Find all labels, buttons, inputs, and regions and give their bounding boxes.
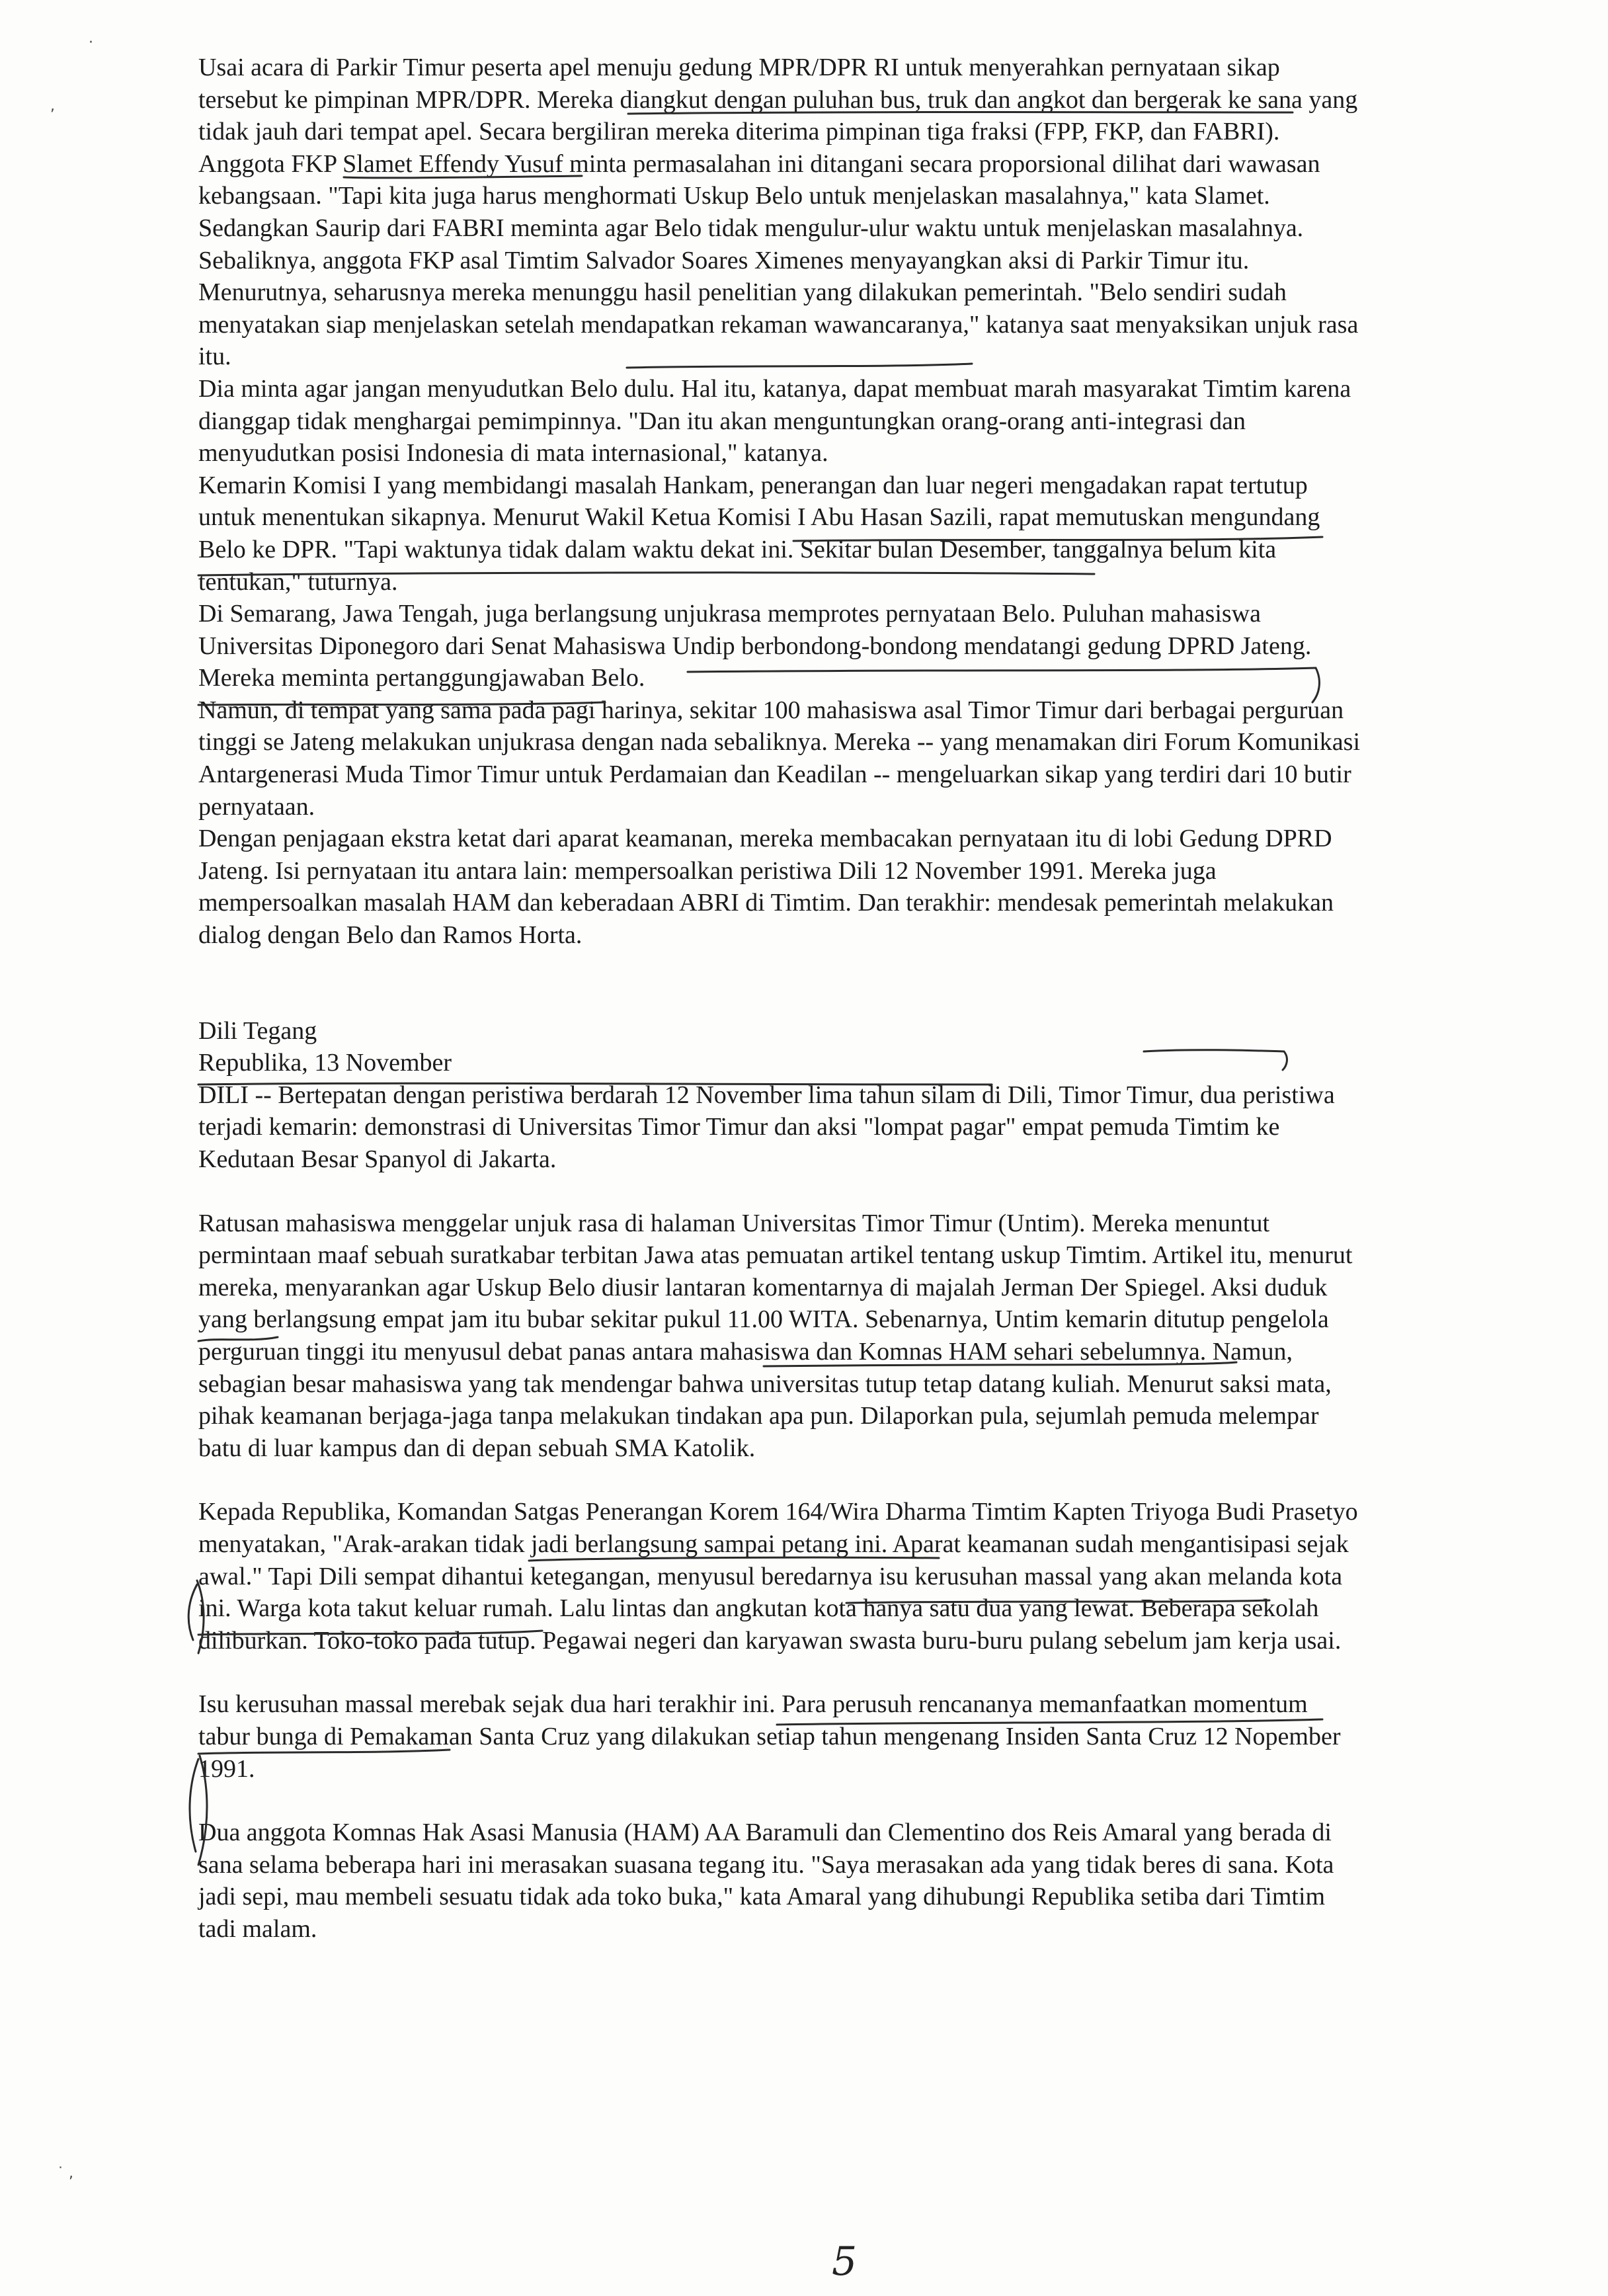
body-paragraph: Anggota FKP Slamet Effendy Yusuf minta permasalahan ini ditangani secara proporsional dilihat dari wawasan kebangsaan. "Tapi kita juga harus menghormati Uskup Belo untuk menjelaskan masalahnya," kata Slamet. — [198, 149, 1320, 210]
underline-mark — [793, 537, 1322, 541]
margin-bracket — [190, 1756, 207, 1865]
scan-speck: · — [89, 34, 93, 51]
scan-speck: , — [50, 98, 55, 114]
underline-mark — [688, 668, 1319, 702]
body-paragraph: Dia minta agar jangan menyudutkan Belo dulu. Hal itu, katanya, dapat membuat marah masyarakat Timtim karena dianggap tidak menghargai pemimpinnya. "Dan itu akan menguntungkan orang-orang anti-integrasi dan menyudutkan posisi Indonesia di mata internasional," katanya. — [198, 374, 1351, 468]
body-paragraph: Kemarin Komisi I yang membidangi masalah Hankam, penerangan dan luar negeri mengadakan rapat tertutup untuk menentukan sikapnya. Menurut Wakil Ketua Komisi I Abu Hasan Sazili, rapat memutuskan mengundang Belo ke DPR. "Tapi waktunya tidak dalam waktu dekat ini. Sekitar bulan Desember, tanggalnya belum kita tentukan," tuturnya. — [198, 471, 1320, 596]
underline-mark — [198, 1337, 278, 1341]
body-paragraph: Dua anggota Komnas Hak Asasi Manusia (HAM) AA Baramuli dan Clementino dos Reis Amaral yang berada di sana selama beberapa hari ini merasakan suasana tegang itu. "Saya merasakan ada yang tidak beres di sana. Kota jadi sepi, mau membeli sesuatu tidak ada toko buka," kata Amaral yang dihubungi Republika setiba dari Timtim tadi malam. — [198, 1819, 1334, 1943]
body-paragraph: Namun, di tempat yang sama pada pagi harinya, sekitar 100 mahasiswa asal Timor Timur dari berbagai perguruan tinggi se Jateng melakukan unjukrasa dengan nada sebaliknya. Mereka -- yang menamakan diri Forum Komunikasi Antargenerasi Muda Timor Timur untuk Perdamaian dan Keadilan -- mengeluarkan sikap yang terdiri dari 10 butir pernyataan. — [198, 696, 1360, 821]
body-paragraph: Di Semarang, Jawa Tengah, juga berlangsung unjukrasa memprotes pernyataan Belo. Puluhan mahasiswa Universitas Diponegoro dari Senat Mahasiswa Undip berbondong-bondong mendatangi gedung DPRD Jateng. Mereka meminta pertanggungjawaban Belo. — [198, 600, 1312, 692]
underline-mark — [198, 702, 605, 705]
body-paragraph: Sedangkan Saurip dari FABRI meminta agar Belo tidak mengulur-ulur waktu untuk menjelaskan masalahnya. — [198, 214, 1304, 242]
underline-mark — [198, 573, 1094, 575]
underline-mark — [1144, 1050, 1287, 1070]
underline-mark — [529, 1557, 939, 1561]
body-paragraph: Kepada Republika, Komandan Satgas Penerangan Korem 164/Wira Dharma Timtim Kapten Triyoga Budi Prasetyo menyatakan, "Arak-arakan tidak jadi berlangsung sampai petang ini. Aparat keamanan sudah mengantisipasi sejak awal." Tapi Dili sempat dihantui ketegangan, menyusul beredarnya isu kerusuhan massal yang akan melanda kota ini. Warga kota takut keluar rumah. Lalu lintas dan angkutan kota hanya satu dua yang lewat. Beberapa sekolah diliburkan. Toko-toko pada tutup. Pegawai negeri dan karyawan swasta buru-buru pulang sebelum jam kerja usai. — [198, 1498, 1358, 1655]
article-title: Dili Tegang — [198, 1016, 317, 1045]
underline-mark — [846, 1600, 1269, 1603]
body-paragraph: Usai acara di Parkir Timur peserta apel menuju gedung MPR/DPR RI untuk menyerahkan pernyataan sikap tersebut ke pimpinan MPR/DPR. Mereka diangkut dengan puluhan bus, truk dan angkot dan bergerak ke sana yang tidak jauh dari tempat apel. Secara bergiliran mereka diterima pimpinan tiga fraksi (FPP, FKP, dan FABRI). — [198, 54, 1358, 146]
margin-bracket — [188, 1580, 204, 1653]
underline-mark — [777, 1719, 1322, 1725]
body-paragraph: Ratusan mahasiswa menggelar unjuk rasa di halaman Universitas Timor Timur (Untim). Mereka menuntut permintaan maaf sebuah suratkabar terbitan Jawa atas pemuatan artikel tentang uskup Timtim. Artikel itu, menurut mereka, menyarankan agar Uskup Belo diusir lantaran komentarnya di majalah Jerman Der Spiegel. Aksi duduk yang berlangsung empat jam itu bubar sekitar pukul 11.00 WITA. Sebenarnya, Untim kemarin ditutup pengelola perguruan tinggi itu menyusul debat panas antara mahasiswa dan Komnas HAM sehari sebelumnya. Namun, sebagian besar mahasiswa yang tak mendengar bahwa universitas tutup tetap datang kuliah. Menurut saksi mata, pihak keamanan berjaga-jaga tanpa melakukan tindakan apa pun. Dilaporkan pula, sejumlah pemuda melempar batu di luar kampus dan di depan sebuah SMA Katolik. — [198, 1209, 1353, 1462]
underline-mark — [198, 1750, 450, 1754]
body-paragraph: Dengan penjagaan ekstra ketat dari aparat keamanan, mereka membacakan pernyataan itu di lobi Gedung DPRD Jateng. Isi pernyataan itu antara lain: mempersoalkan peristiwa Dili 12 November 1991. Mereka juga mempersoalkan masalah HAM dan keberadaan ABRI di Timtim. Dan terakhir: mendesak pemerintah melakukan dialog dengan Belo dan Ramos Horta. — [198, 825, 1334, 950]
underline-mark — [627, 364, 972, 368]
body-paragraph: Isu kerusuhan massal merebak sejak dua hari terakhir ini. Para perusuh rencananya memanfaatkan momentum tabur bunga di Pemakaman Santa Cruz yang dilakukan setiap tahun mengenang Insiden Santa Cruz 12 Nopember 1991. — [198, 1690, 1341, 1783]
scan-speck: ˙ , — [57, 2165, 73, 2182]
underline-mark — [198, 1083, 992, 1085]
article-source: Republika, 13 November — [198, 1049, 452, 1077]
underline-mark — [764, 1362, 1236, 1366]
underline-mark — [628, 112, 1293, 114]
body-paragraph: DILI -- Bertepatan dengan peristiwa berdarah 12 November lima tahun silam di Dili, Timor Timur, dua peristiwa terjadi kemarin: demonstrasi di Universitas Timor Timur dan aksi "lompat pagar" empat pemuda Timtim ke Kedutaan Besar Spanyol di Jakarta. — [198, 1081, 1335, 1173]
body-paragraph: Sebaliknya, anggota FKP asal Timtim Salvador Soares Ximenes menyayangkan aksi di Parkir Timur itu. Menurutnya, seharusnya mereka menunggu hasil penelitian yang dilakukan pemerintah. "Belo sendiri sudah menyatakan siap menjelaskan setelah mendapatkan rekaman wawancaranya," katanya saat menyaksikan unjuk rasa itu. — [198, 246, 1359, 371]
underline-mark — [344, 176, 582, 178]
page-number: 5 — [832, 2238, 858, 2285]
underline-mark — [198, 1631, 542, 1635]
